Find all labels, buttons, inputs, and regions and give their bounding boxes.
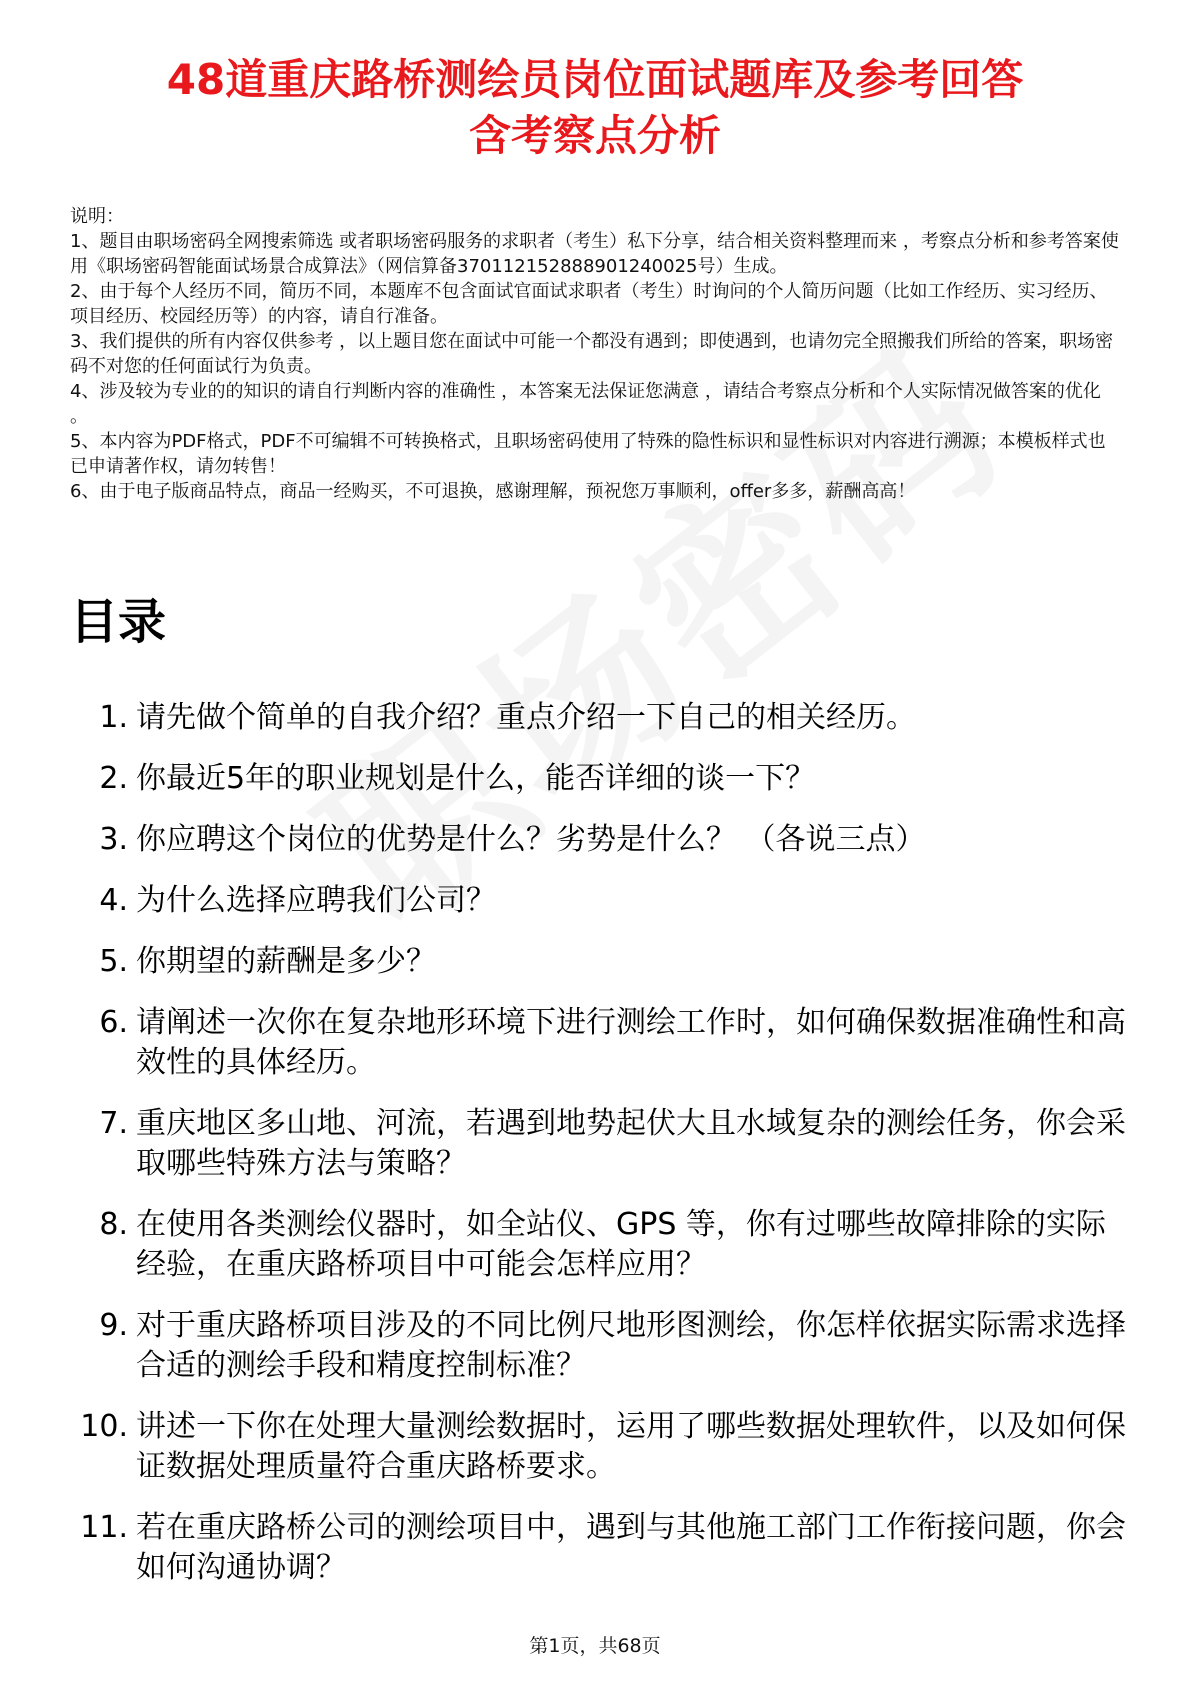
toc-item[interactable] xyxy=(70,1104,1130,1184)
toc-item[interactable] xyxy=(70,820,1130,860)
toc-item-number: 1. xyxy=(99,700,128,735)
toc-item-number: 8. xyxy=(99,1207,128,1242)
toc-item-number: 9. xyxy=(99,1308,128,1343)
toc-item-number: 4. xyxy=(99,883,128,918)
title-line-1: 48道重庆路桥测绘员岗位面试题库及参考回答 xyxy=(166,55,1024,104)
toc-item-text: 若在重庆路桥公司的测绘项目中，遇到与其他施工部门工作衔接问题，你会如何沟通协调？ xyxy=(136,1510,1126,1585)
toc-item-text: 在使用各类测绘仪器时，如全站仪、GPS 等，你有过哪些故障排除的实际经验，在重庆路桥项目中可能会怎样应用？ xyxy=(136,1207,1106,1282)
toc-item[interactable] xyxy=(70,1407,1130,1487)
toc-item[interactable] xyxy=(70,881,1130,921)
toc-item[interactable] xyxy=(70,942,1130,982)
toc-item-text: 为什么选择应聘我们公司？ xyxy=(136,883,496,918)
toc-item-number: 6. xyxy=(99,1005,128,1040)
toc-item[interactable] xyxy=(70,1508,1130,1588)
page-footer: 第1页，共68页 xyxy=(529,1635,661,1657)
toc-item-text: 对于重庆路桥项目涉及的不同比例尺地形图测绘，你怎样依据实际需求选择合适的测绘手段和精度控制标准？ xyxy=(136,1308,1126,1383)
toc-item-number: 5. xyxy=(99,944,128,979)
toc-item-text: 你最近5年的职业规划是什么，能否详细的谈一下？ xyxy=(136,761,816,796)
toc-item[interactable] xyxy=(70,1205,1130,1285)
toc-item-text: 重庆地区多山地、河流，若遇到地势起伏大且水域复杂的测绘任务，你会采取哪些特殊方法与策略？ xyxy=(136,1106,1126,1181)
toc-item-text: 讲述一下你在处理大量测绘数据时，运用了哪些数据处理软件，以及如何保证数据处理质量符合重庆路桥要求。 xyxy=(136,1409,1126,1484)
note-item: 4、涉及较为专业的的知识的请自行判断内容的准确性 ，本答案无法保证您满意 ，请结合考察点分析和个人实际情况做答案的优化 。 xyxy=(70,381,1101,427)
note-item: 1、题目由职场密码全网搜索筛选 或者职场密码服务的求职者（考生）私下分享，结合相关资料整理而来 ，考察点分析和参考答案使用《职场密码智能面试场景合成算法》（网信算备370112152888901240025号）生成。 xyxy=(70,231,1119,277)
toc-item-text: 请阐述一次你在复杂地形环境下进行测绘工作时，如何确保数据准确性和高效性的具体经历。 xyxy=(136,1005,1126,1080)
toc-item-number: 7. xyxy=(99,1106,128,1141)
toc-heading: 目录 xyxy=(70,594,167,650)
toc-list xyxy=(70,698,1130,1609)
toc-item[interactable] xyxy=(70,759,1130,799)
toc-item[interactable] xyxy=(70,698,1130,738)
notes-section xyxy=(70,204,1122,504)
toc-item-number: 2. xyxy=(99,761,128,796)
note-item: 3、我们提供的所有内容仅供参考 ，以上题目您在面试中可能一个都没有遇到；即使遇到，也请勿完全照搬我们所给的答案，职场密码不对您的任何面试行为负责。 xyxy=(70,331,1114,377)
toc-item-text: 请先做个简单的自我介绍？重点介绍一下自己的相关经历。 xyxy=(136,700,916,735)
note-item: 6、由于电子版商品特点，商品一经购买，不可退换，感谢理解，预祝您万事顺利，offer多多，薪酬高高！ xyxy=(70,481,916,502)
toc-item-number: 11. xyxy=(80,1510,128,1545)
note-item: 5、本内容为PDF格式，PDF不可编辑不可转换格式，且职场密码使用了特殊的隐性标识和显性标识对内容进行溯源；本模板样式也已申请著作权，请勿转售！ xyxy=(70,431,1106,477)
notes-heading: 说明： xyxy=(70,206,124,227)
note-item: 2、由于每个人经历不同，简历不同，本题库不包含面试官面试求职者（考生）时询问的个人简历问题（比如工作经历、实习经历、项目经历、校园经历等）的内容，请自行准备。 xyxy=(70,281,1108,327)
toc-item[interactable] xyxy=(70,1306,1130,1386)
title-line-2: 含考察点分析 xyxy=(468,111,721,160)
toc-item-text: 你期望的薪酬是多少？ xyxy=(136,944,436,979)
toc-item-number: 3. xyxy=(99,822,128,857)
document-title xyxy=(70,52,1120,164)
toc-item[interactable] xyxy=(70,1003,1130,1083)
toc-item-number: 10. xyxy=(80,1409,128,1444)
toc-item-text: 你应聘这个岗位的优势是什么？劣势是什么？ （各说三点） xyxy=(136,822,926,857)
